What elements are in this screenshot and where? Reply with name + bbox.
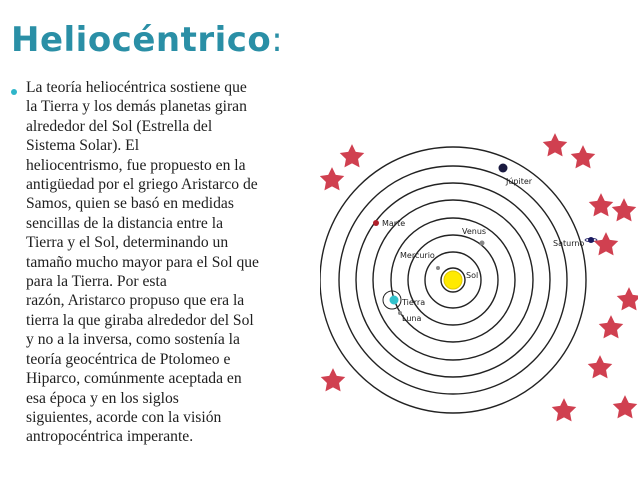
jupiter-label: Júpiter xyxy=(506,177,533,186)
venus-icon xyxy=(480,241,485,246)
star-icon xyxy=(618,205,629,216)
earth-icon xyxy=(390,296,399,305)
mercury-label: Mercurio xyxy=(400,251,435,260)
slide-title xyxy=(11,20,283,60)
star-icon xyxy=(558,405,569,416)
star-icon xyxy=(595,200,606,211)
earth-label: Tierra xyxy=(402,298,426,307)
mars-icon xyxy=(373,220,379,226)
mars-label: Marte xyxy=(382,219,406,228)
star-icon xyxy=(346,151,357,162)
star-icon xyxy=(623,294,634,305)
star-icon xyxy=(577,152,588,163)
slide-title-text: Heliocéntrico xyxy=(11,20,272,60)
saturn-label: Saturno xyxy=(553,239,585,248)
heliocentric-diagram xyxy=(320,128,638,428)
moon-label: Luna xyxy=(402,314,422,323)
star-icon xyxy=(605,322,616,333)
star-icon xyxy=(327,375,338,386)
venus-label: Venus xyxy=(462,227,487,236)
body-paragraph: La teoría heliocéntrica sostiene que la Tierra y los demás planetas giran alrededor del Sol (Estrella del Sistema Solar). El heliocentrismo, fue propuesto en la antigüedad por el griego Aristarco de Samos, quien se basó en medidas sencillas de la distancia entre la Tierra y el Sol, determinando un tamaño mucho mayor para el Sol que para la Tierra. Por esta razón, Aristarco propuso que era la tierra la que giraba alrededor del Sol y no a la inversa, como sostenía la teoría geocéntrica de Ptolomeo e Hiparco, comúnmente aceptada en esa época y en los siglos siguientes, acorde con la visión antropocéntrica imperante. xyxy=(26,79,259,446)
sun-icon xyxy=(444,271,462,289)
star-icon xyxy=(594,362,605,373)
star-icon xyxy=(600,239,611,250)
star-icon xyxy=(619,402,630,413)
bullet-icon xyxy=(11,89,17,95)
mercury-icon xyxy=(436,266,440,270)
jupiter-icon xyxy=(499,164,508,173)
star-icon xyxy=(326,174,337,185)
star-icon xyxy=(549,140,560,151)
slide-title-colon: : xyxy=(271,20,284,60)
sun-label: Sol xyxy=(466,271,479,280)
